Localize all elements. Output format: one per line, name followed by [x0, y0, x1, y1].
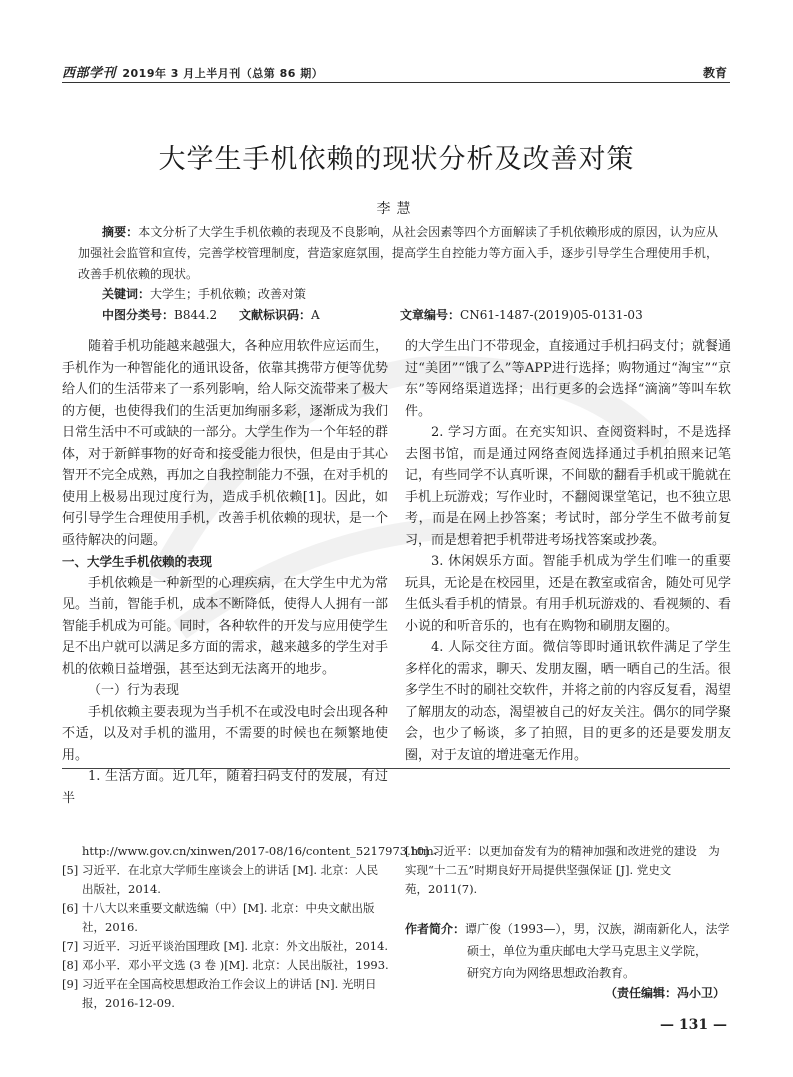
subsection-heading: （一）行为表现: [88, 683, 180, 698]
body-paragraph: 4. 人际交往方面。微信等即时通讯软件满足了学生多样化的需求，聊天、发朋友圈，晒一晒自己的生活。很多学生不时的刷社交软件，并将之前的内容反复看，渴望了解朋友的动态，渴望被自己的好友关注。偶尔的同学聚会，也少了畅谈，多了拍照，目的更多的还是要发朋友圈，对于友谊的增进毫无作用。: [405, 640, 731, 763]
section-label: 教育: [702, 66, 727, 80]
reference-line: [8] 邓小平．邓小平文选 (3 卷 )[M]. 北京：人民出版社，1993.: [62, 958, 389, 972]
body-divider: [62, 768, 730, 769]
abstract-label: 摘要：: [102, 225, 139, 239]
doc-code-label: 文献标识码：: [239, 308, 312, 322]
reference-line: [6] 十八大以来重要文献选编（中）[M]. 北京：中央文献出版: [62, 901, 375, 915]
reference-line: [9] 习近平在全国高校思想政治工作会议上的讲话 [N]. 光明日: [62, 977, 377, 991]
reference-line: [10] 习近平：以更加奋发有为的精神加强和改进党的建设 为: [405, 844, 720, 858]
journal-header: [62, 62, 323, 81]
article-no-label: 文章编号：: [400, 308, 461, 322]
author-bio: [405, 918, 735, 984]
article-no-value: CN61-1487-(2019)05-0131-03: [460, 308, 643, 322]
issue-info: 2019年 3 月上半月刊（总第 86 期）: [122, 67, 324, 80]
body-column-left: [62, 336, 388, 809]
abstract: [78, 222, 718, 285]
responsible-editor: （责任编辑：冯小卫）: [604, 986, 725, 1000]
bio-label: 作者简介：: [405, 922, 466, 936]
abstract-text: 本文分析了大学生手机依赖的表现及不良影响，从社会因素等四个方面解读了手机依赖形成的原因，认为应从加强社会监管和宣传，完善学校管理制度，营造家庭氛围，提高学生自控能力等方面入手，逐步引导学生合理使用手机，改善手机依赖的现状。: [78, 225, 718, 281]
bio-line: 研究方向为网络思想政治教育。: [467, 966, 636, 980]
keywords-label: 关键词：: [102, 287, 151, 301]
article-title: 大学生手机依赖的现状分析及改善对策: [158, 144, 635, 175]
keywords: [102, 285, 306, 302]
bio-line: 硕士，单位为重庆邮电大学马克思主义学院，: [467, 944, 708, 958]
section-heading: 一、大学生手机依赖的表现: [62, 554, 213, 569]
journal-logo: 西部学刊: [62, 66, 117, 81]
article-author: 李慧: [376, 201, 417, 217]
reference-line: 报，2016-12-09.: [82, 996, 175, 1010]
body-paragraph: 2. 学习方面。在充实知识、查阅资料时，不是选择去图书馆，而是通过网络查阅选择通过手机拍照来记笔记，有些同学不认真听课，不间歇的翻看手机或干脆就在手机上玩游戏；写作业时，不翻阅课堂笔记，也不独立思考，而是在网上抄答案；考试时，部分学生不做考前复习，而是想着把手机带进考场找答案或抄袭。: [405, 425, 731, 548]
reference-line: http://www.gov.cn/xinwen/2017-08/16/content_5217973.htm.: [82, 844, 438, 858]
references-right: [405, 842, 735, 899]
clc-label: 中图分类号：: [102, 308, 175, 322]
body-paragraph: 随着手机功能越来越强大，各种应用软件应运而生，手机作为一种智能化的通讯设备，依靠其携带方便等优势给人们的生活带来了一系列影响，给人际交流带来了极大的方便，也使得我们的生活更加绚丽多彩，逐渐成为我们日常生活中不可或缺的一部分。大学生作为一个年轻的群体，对于新鲜事物的好奇和接受能力很快，但是由于其心智开不完全成熟，再加之自我控制能力不强，在对手机的使用上极易出现过度行为，造成手机依赖[1]。因此，如何引导学生合理使用手机，改善手机依赖的现状，是一个亟待解决的问题。: [62, 339, 388, 548]
reference-line: [7] 习近平．习近平谈治国理政 [M]. 北京：外文出版社，2014.: [62, 939, 389, 953]
clc-value: B844.2: [174, 308, 218, 322]
doc-code-value: A: [311, 308, 320, 322]
reference-line: 实现“十二五”时期良好开局提供坚强保证 [J]. 党史文: [405, 863, 672, 877]
reference-line: 出版社，2014.: [82, 882, 161, 896]
reference-line: 苑，2011(7).: [405, 882, 478, 896]
bio-line: 谭广俊（1993—），男，汉族，湖南新化人，法学: [465, 922, 730, 936]
body-paragraph: 的大学生出门不带现金，直接通过手机扫码支付；就餐通过“美团”“饿了么”等APP进行选择；购物通过“淘宝”“京东”等网络渠道选择；出行更多的会选择“滴滴”等叫车软件。: [405, 339, 731, 419]
body-column-right: [405, 336, 731, 766]
reference-line: 社，2016.: [82, 920, 138, 934]
body-paragraph: 3. 休闲娱乐方面。智能手机成为学生们唯一的重要玩具，无论是在校园里，还是在教室或宿舍，随处可见学生低头看手机的情景。有用手机玩游戏的、看视频的、看小说的和听音乐的，也有在购物和刷朋友圈的。: [405, 554, 731, 634]
body-paragraph: 手机依赖主要表现为当手机不在或没电时会出现各种不适，以及对手机的滥用，不需要的时候也在频繁地使用。: [62, 704, 388, 763]
keywords-text: 大学生；手机依赖；改善对策: [150, 287, 307, 301]
body-paragraph: 手机依赖是一种新型的心理疾病，在大学生中尤为常见。当前，智能手机，成本不断降低，使得人人拥有一部智能手机成为可能。同时，各种软件的开发与应用使学生足不出户就可以满足多方面的需求，越来越多的学生对手机的依赖日益增强，甚至达到无法离开的地步。: [62, 575, 388, 677]
reference-line: [5] 习近平．在北京大学师生座谈会上的讲话 [M]. 北京：人民: [62, 863, 379, 877]
page-number: — 131 —: [660, 1017, 727, 1033]
body-paragraph: 1. 生活方面。近几年，随着扫码支付的发展，有过半: [62, 769, 388, 806]
header-divider: [62, 82, 730, 83]
